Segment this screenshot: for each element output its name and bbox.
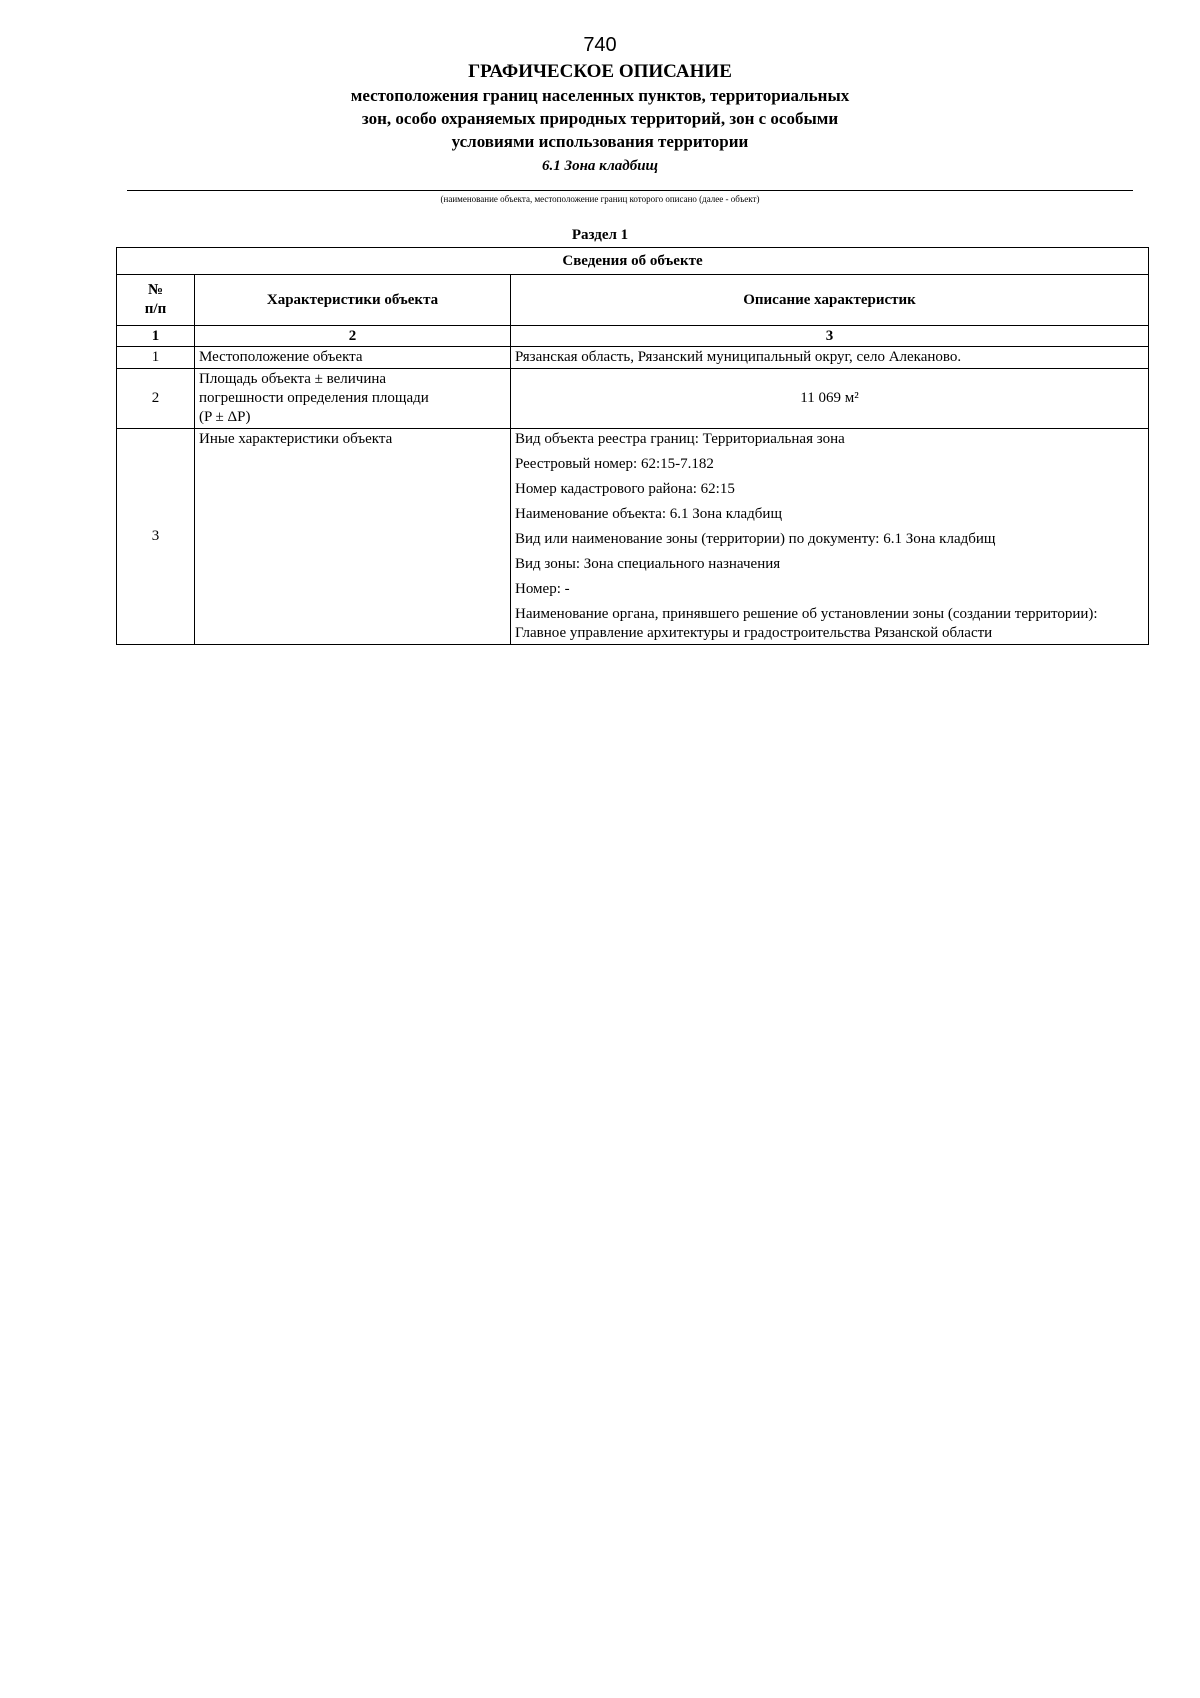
area-value: 11 069 м² bbox=[800, 390, 859, 406]
row-description bbox=[511, 369, 1149, 429]
column-header-number bbox=[117, 275, 195, 326]
row-description bbox=[511, 347, 1149, 369]
description-line: Вид объекта реестра границ: Территориальная зона bbox=[515, 431, 845, 447]
table-row bbox=[117, 369, 1149, 429]
description-line: Вид или наименование зоны (территории) по документу: 6.1 Зона кладбищ bbox=[515, 531, 996, 547]
row-characteristic bbox=[195, 429, 511, 645]
object-info-table bbox=[116, 247, 1149, 645]
description-line: Наименование органа, принявшего решение об установлении зоны (создании территории): Главное управление архитектуры и градостроительства Рязанской области bbox=[515, 606, 1098, 641]
page-number: 740 bbox=[583, 34, 617, 56]
document-subtitle-line: зон, особо охраняемых природных территорий, зон с особыми bbox=[361, 109, 839, 128]
table-column-numbers-row bbox=[117, 326, 1149, 347]
column-header-number-abbr: п/п bbox=[144, 301, 167, 317]
characteristic-line: погрешности определения площади bbox=[199, 390, 429, 406]
column-header-description: Описание характеристик bbox=[511, 275, 1149, 326]
document-subtitle-line: местоположения границ населенных пунктов, территориальных bbox=[350, 86, 850, 105]
description-line: Номер кадастрового района: 62:15 bbox=[515, 481, 735, 497]
description-line: Реестровый номер: 62:15-7.182 bbox=[515, 456, 714, 472]
characteristic-line: (P ± ΔP) bbox=[199, 409, 251, 425]
object-name: 6.1 Зона кладбищ bbox=[541, 158, 659, 174]
description-line: Вид зоны: Зона специального назначения bbox=[515, 556, 781, 572]
row-number: 2 bbox=[117, 369, 195, 429]
row-number: 3 bbox=[117, 429, 195, 645]
document-subtitle-line: условиями использования территории bbox=[451, 132, 749, 151]
characteristic-line: Иные характеристики объекта bbox=[199, 431, 393, 447]
object-name-underline bbox=[127, 190, 1133, 191]
characteristic-line: Площадь объекта ± величина bbox=[199, 371, 387, 387]
column-header-characteristic: Характеристики объекта bbox=[195, 275, 511, 326]
document-header bbox=[0, 60, 1200, 177]
characteristic-line: Местоположение объекта bbox=[199, 349, 363, 365]
row-number: 1 bbox=[117, 347, 195, 369]
document-title: ГРАФИЧЕСКОЕ ОПИСАНИЕ bbox=[468, 61, 732, 82]
object-name-caption: (наименование объекта, местоположение границ которого описано (далее - объект) bbox=[440, 194, 760, 204]
column-number: 2 bbox=[195, 326, 511, 347]
row-characteristic bbox=[195, 369, 511, 429]
row-characteristic bbox=[195, 347, 511, 369]
column-header-number-sign: № bbox=[147, 282, 164, 298]
column-number: 1 bbox=[117, 326, 195, 347]
table-title-row bbox=[117, 248, 1149, 275]
section-title: Раздел 1 bbox=[571, 227, 629, 243]
row-description bbox=[511, 429, 1149, 645]
table-title: Сведения об объекте bbox=[117, 248, 1149, 275]
description-line: Рязанская область, Рязанский муниципальный округ, село Алеканово. bbox=[515, 349, 962, 365]
table-header-row bbox=[117, 275, 1149, 326]
table-row bbox=[117, 347, 1149, 369]
description-line: Наименование объекта: 6.1 Зона кладбищ bbox=[515, 506, 782, 522]
table-row bbox=[117, 429, 1149, 645]
description-line: Номер: - bbox=[515, 581, 570, 597]
column-number: 3 bbox=[511, 326, 1149, 347]
